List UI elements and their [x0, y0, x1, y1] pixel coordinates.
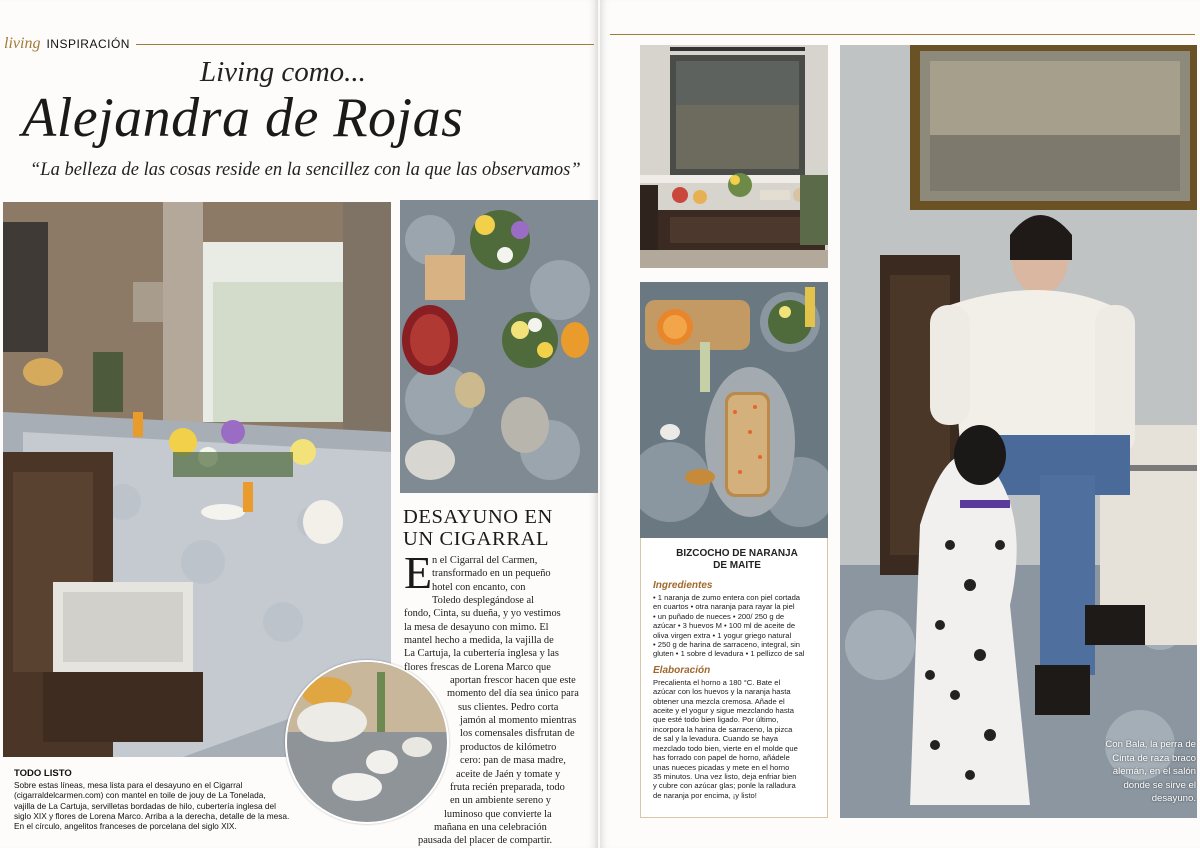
- ingredients-list: [653, 593, 821, 659]
- method-line: azúcar con los huevos y la naranja hasta: [653, 687, 791, 697]
- article-line: fondo, Cinta, su dueña, y yo vestimos: [404, 608, 561, 620]
- portrait-caption-line: Cinta de raza braco: [1112, 752, 1196, 764]
- method-line: de sal y la levadura. Cuando se haya: [653, 734, 778, 744]
- method-line: 35 minutos. Una vez listo, deja enfriar bien: [653, 771, 797, 781]
- method-line: obtener una mezcla cremosa. Añade el: [653, 696, 785, 706]
- article-line: mañana en una celebración: [434, 821, 547, 833]
- section-label: INSPIRACIÓN: [46, 37, 130, 51]
- article-line: La Cartuja, la cubertería inglesa y las: [404, 648, 559, 660]
- method-line: y cubre con azúcar glas; ponle la ralladura: [653, 781, 796, 791]
- article-title: [403, 506, 598, 550]
- ingredient-line: • 1 naranja de zumo entera con piel cortada: [653, 593, 801, 602]
- article-title-line: UN CIGARRAL: [403, 528, 550, 550]
- ingredient-line: en cuartos • otra naranja para rayar la piel: [653, 602, 795, 612]
- article-line: fruta recién preparada, todo: [450, 781, 565, 793]
- article-line: los comensales disfrutan de: [460, 728, 575, 740]
- recipe-title-line: DE MAITE: [713, 560, 761, 571]
- caption-todo-listo: [14, 769, 304, 831]
- method-line: incorpora la harina de sarraceno, la pizca: [653, 724, 793, 734]
- ingredient-line: azúcar • 3 huevos M • 100 ml de aceite de: [653, 621, 796, 631]
- header-rule-right: [610, 34, 1195, 35]
- caption-title: TODO LISTO: [14, 768, 72, 779]
- section-header: [4, 35, 594, 53]
- article-line: pausada del placer de compartir.: [418, 835, 553, 847]
- method-line: has forrado con papel de horno, añádele: [653, 753, 790, 763]
- recipe-card: [640, 538, 828, 818]
- article-line: jamón al momento mientras: [460, 715, 577, 727]
- drop-cap: E: [404, 547, 433, 598]
- article-line: transformado en un pequeño: [432, 568, 551, 580]
- method-line: de naranja por encima, ¡y listo!: [653, 790, 757, 800]
- kicker: Living como...: [200, 56, 366, 88]
- caption-line: siglo XIX y flores de Lorena Marco. Arriba a la derecha, detalle de la mesa.: [14, 810, 290, 821]
- method-text: [653, 678, 821, 800]
- caption-line: En el círculo, angelitos franceses de porcelana del siglo XIX.: [14, 821, 237, 832]
- method-line: unas nueces picadas y mete en el horno: [653, 762, 790, 772]
- article-line: la mesa de desayuno con mimo. El: [404, 621, 549, 633]
- method-line: Precalienta el horno a 180 °C. Bate el: [653, 677, 781, 687]
- ingredient-line: oliva virgen extra • 1 yogur griego natural: [653, 630, 792, 640]
- article-body: [404, 547, 598, 848]
- caption-line: vajilla de La Cartuja, servilletas bordadas de hilo, cubertería inglesa del: [14, 800, 276, 811]
- buffet-photo: [640, 45, 828, 268]
- article-line: cero: pan de masa madre,: [460, 755, 566, 767]
- ingredient-line: • 250 g de harina de sarraceno, integral, sin: [653, 640, 801, 650]
- left-page: [0, 0, 598, 848]
- method-line: mezclado todo bien, vierte en el molde que: [653, 743, 798, 753]
- method-line: aceite y el yogur y sigue mezclando hasta: [653, 706, 794, 716]
- method-line: que esté todo bien ligado. Por último,: [653, 715, 779, 725]
- article-line: momento del día sea único para: [447, 688, 579, 700]
- article-title-line: DESAYUNO EN: [403, 506, 553, 528]
- article-line: aceite de Jaén y tomate y: [456, 768, 561, 780]
- article-line: flores frescas de Lorena Marco que: [404, 661, 551, 673]
- article-line: en un ambiente sereno y: [450, 795, 551, 807]
- ingredient-line: gluten • 1 sobre d levadura • 1 pellizco de sal: [653, 649, 805, 659]
- orange-cake-photo: [640, 282, 828, 538]
- portrait-with-dog-photo: [840, 45, 1197, 818]
- ingredient-line: • un puñado de nueces • 200/ 250 g de: [653, 611, 785, 621]
- portrait-caption-line: alemán, en el salón: [1112, 766, 1196, 778]
- header-rule: [136, 44, 594, 45]
- article-line: productos de kilómetro: [460, 741, 557, 753]
- article-line: hotel con encanto, con: [432, 581, 526, 593]
- recipe-title: [653, 548, 821, 572]
- portrait-caption-line: desayuno.: [1151, 793, 1196, 805]
- article-line: Toledo desplegándose al: [432, 595, 534, 607]
- page-title: Alejandra de Rojas: [22, 87, 464, 149]
- article-line: mantel hecho a medida, la vajilla de: [404, 635, 554, 647]
- caption-line: Sobre estas líneas, mesa lista para el desayuno en el Cigarral: [14, 780, 243, 791]
- article-line: sus clientes. Pedro corta: [458, 701, 559, 713]
- portrait-caption: [1100, 738, 1196, 806]
- portrait-caption-line: Con Bala, la perra de: [1105, 739, 1196, 750]
- article-line: aportan frescor hacen que este: [450, 675, 576, 687]
- portrait-caption-line: donde se sirve el: [1123, 779, 1196, 791]
- article-line: n el Cigarral del Carmen,: [432, 555, 538, 566]
- method-heading: Elaboración: [653, 664, 711, 676]
- brand-logo: living: [4, 35, 41, 52]
- caption-line: (cigarraldelcarmen.com) con mantel en toile de jouy de La Tonelada,: [14, 790, 266, 801]
- recipe-title-line: BIZCOCHO DE NARANJA: [676, 548, 798, 559]
- right-page: [600, 0, 1200, 848]
- pull-quote: “La belleza de las cosas reside en la sencillez con la que las observamos”: [30, 160, 581, 180]
- tabletop-detail-photo: [400, 200, 598, 493]
- ingredients-heading: Ingredientes: [653, 580, 713, 591]
- article-line: luminoso que convierte la: [444, 808, 552, 820]
